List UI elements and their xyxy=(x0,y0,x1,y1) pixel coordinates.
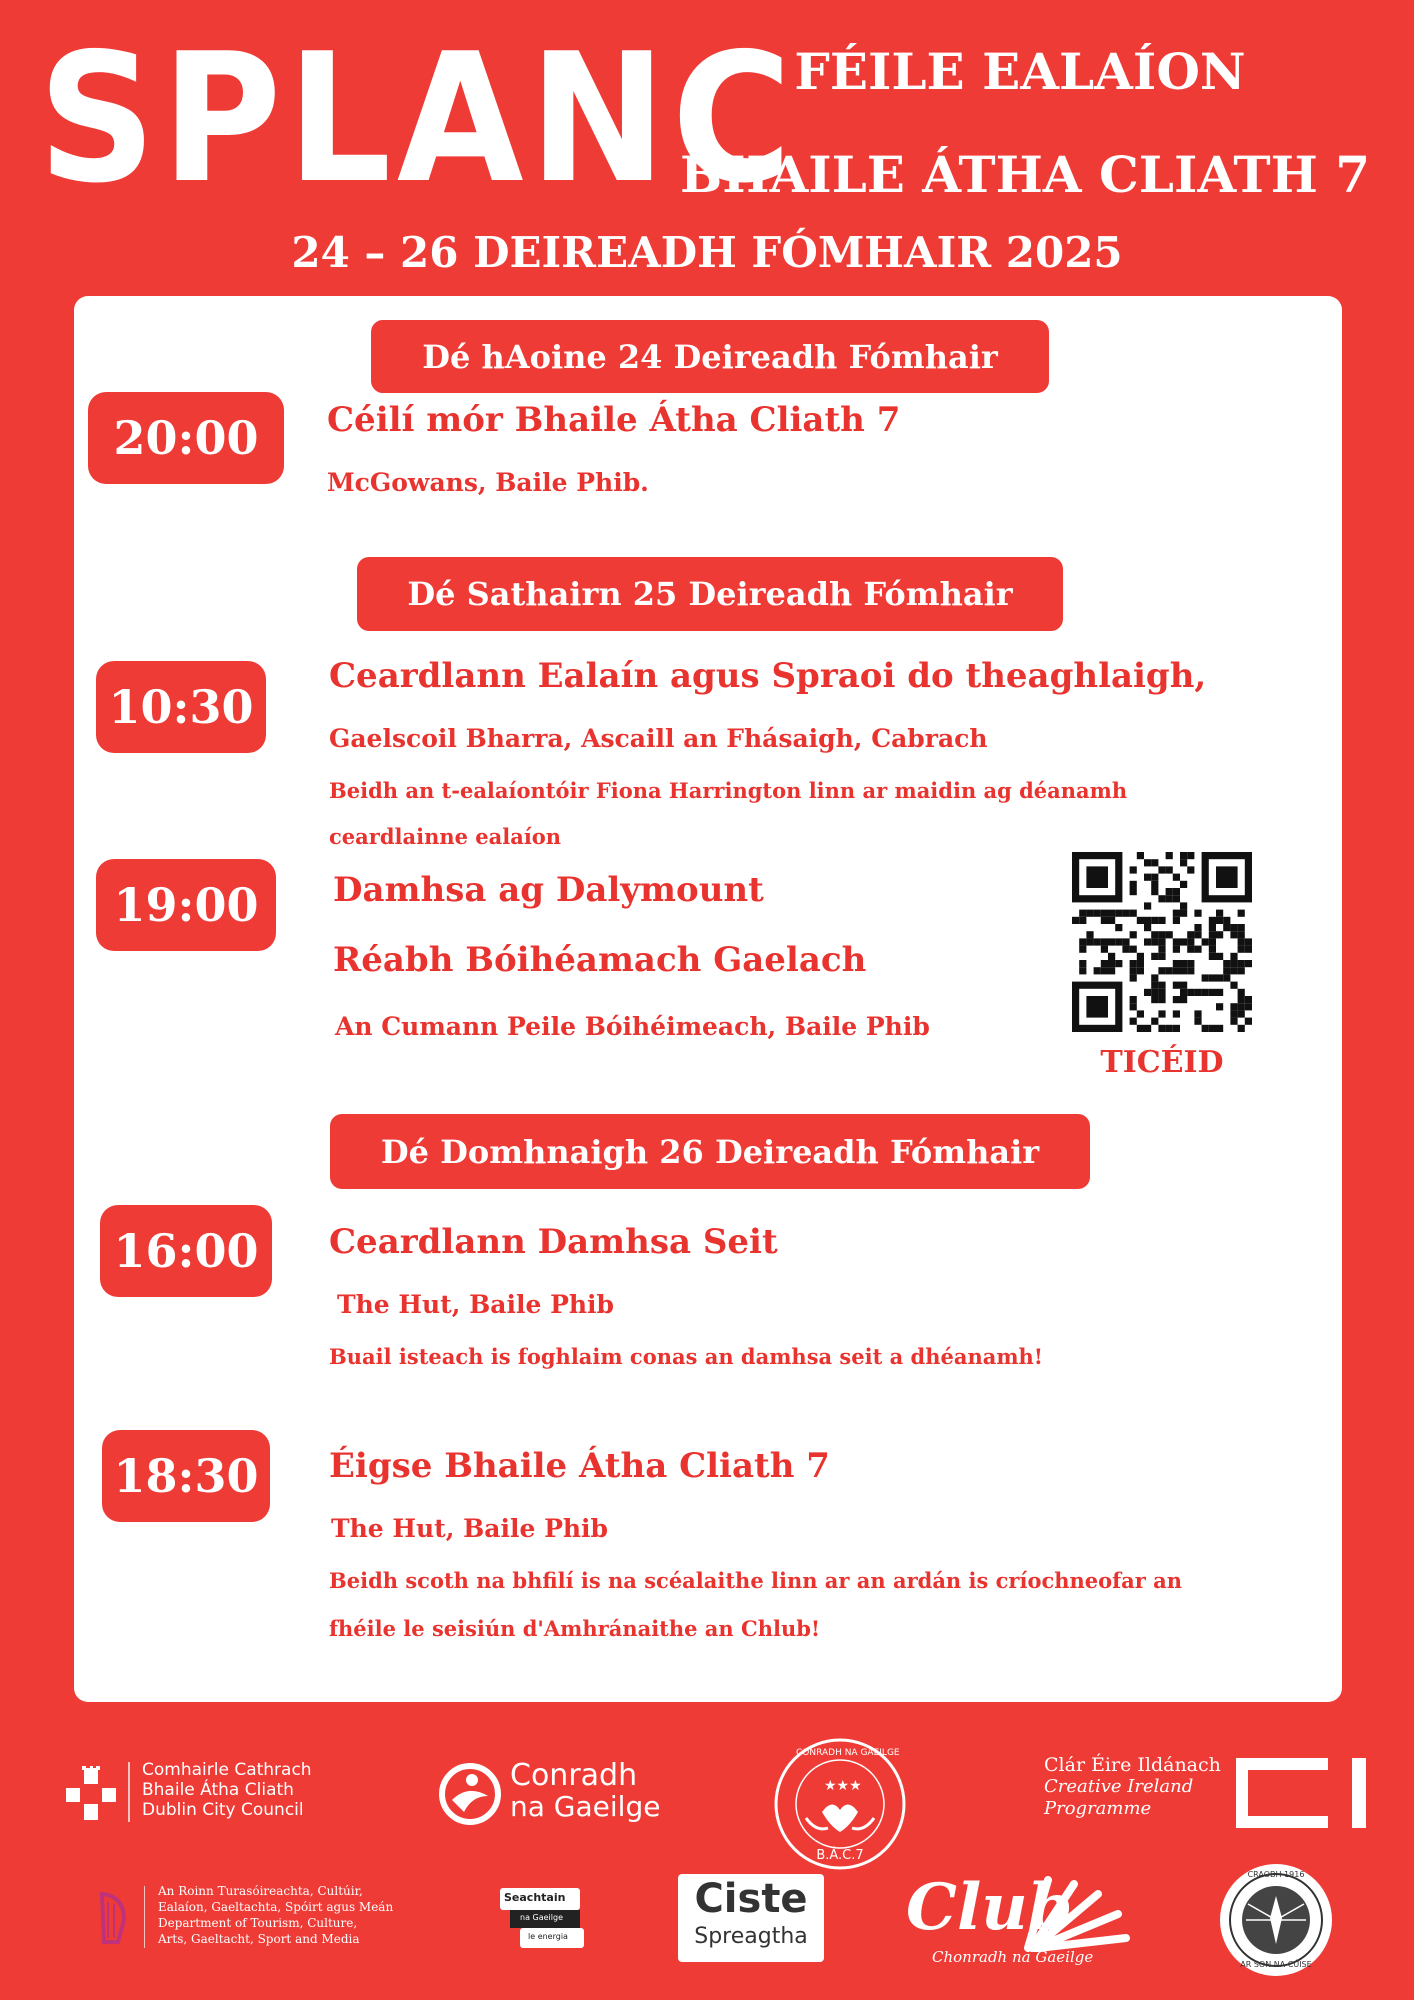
day-heading-friday: Dé hAoine 24 Deireadh Fómhair xyxy=(371,320,1049,393)
festival-name: SPLANC xyxy=(38,15,798,222)
logo-text: CONRADH NA GAEILGE xyxy=(796,1748,900,1758)
logo-text: Department of Tourism, Culture, xyxy=(158,1916,358,1930)
logo-text: B.Á.C.7 xyxy=(816,1848,864,1863)
logo-text: Arts, Gaeltacht, Sport and Media xyxy=(158,1932,360,1946)
event-description: Buail isteach is foghlaim conas an damhsa seit a dhéanamh! xyxy=(329,1344,1044,1369)
event-venue: The Hut, Baile Phib xyxy=(331,1514,609,1543)
dublin-city-council-logo xyxy=(64,1758,312,1828)
event-title: Céilí mór Bhaile Átha Cliath 7 xyxy=(327,400,901,440)
event-time: 10:30 xyxy=(96,661,266,753)
logo-text: Programme xyxy=(1044,1798,1152,1819)
tickets-label: TICÉID xyxy=(1100,1045,1224,1080)
festival-subtitle-line2: BHAILE ÁTHA CLIATH 7 xyxy=(679,145,1371,204)
divider xyxy=(128,1762,130,1822)
ticket-qr-code[interactable] xyxy=(1072,852,1252,1032)
ciste-spreagtha-logo xyxy=(678,1874,824,1962)
logo-text: Seachtain xyxy=(504,1891,566,1904)
event-title: Ceardlann Ealaín agus Spraoi do theaghlaigh, xyxy=(329,656,1207,696)
event-title: Damhsa ag Dalymount xyxy=(333,870,764,910)
castle-icon xyxy=(64,1766,120,1822)
creative-ireland-mark-icon xyxy=(1232,1754,1380,1832)
creative-ireland-logo xyxy=(1044,1754,1244,1824)
event-description: ceardlainne ealaíon xyxy=(329,824,562,849)
event-description: fhéile le seisiún d'Amhránaithe an Chlub! xyxy=(329,1616,821,1641)
club-chonradh-logo xyxy=(906,1870,1132,1970)
conradh-swirl-icon xyxy=(438,1762,502,1826)
logo-text: Spreagtha xyxy=(694,1924,808,1949)
divider xyxy=(144,1886,145,1948)
logo-text: le energia xyxy=(528,1932,568,1941)
craobh-1916-badge xyxy=(1218,1862,1334,1978)
event-venue: Gaelscoil Bharra, Ascaill an Fhásaigh, Cabrach xyxy=(329,724,988,753)
logo-text: na Gaeilge xyxy=(520,1913,563,1922)
svg-text:★★★: ★★★ xyxy=(824,1778,862,1794)
event-time: 18:30 xyxy=(102,1430,270,1522)
event-venue: McGowans, Baile Phib. xyxy=(327,468,649,497)
event-subtitle: Réabh Bóihéamach Gaelach xyxy=(333,940,867,980)
seachtain-na-gaeilge-logo xyxy=(500,1888,590,1950)
event-title: Ceardlann Damhsa Seit xyxy=(329,1222,778,1262)
day-heading-saturday: Dé Sathairn 25 Deireadh Fómhair xyxy=(357,557,1063,631)
logo-text: An Roinn Turasóireachta, Cultúir, xyxy=(158,1884,363,1898)
logo-text: Club xyxy=(906,1870,1073,1945)
harp-icon xyxy=(98,1890,128,1946)
day-heading-sunday: Dé Domhnaigh 26 Deireadh Fómhair xyxy=(330,1114,1090,1189)
conradh-na-gaeilge-logo xyxy=(438,1756,661,1826)
event-venue: The Hut, Baile Phib xyxy=(337,1290,615,1319)
conradh-bac7-badge xyxy=(772,1736,908,1872)
logo-text: Conradh xyxy=(510,1758,638,1793)
event-title: Éigse Bhaile Átha Cliath 7 xyxy=(329,1446,830,1486)
logo-text: AR SON NA CÚISE xyxy=(1240,1960,1312,1969)
logo-text: Ciste xyxy=(694,1876,808,1922)
logo-text: Chonradh na Gaeilge xyxy=(932,1948,1094,1966)
festival-dates: 24 – 26 DEIREADH FÓMHAIR 2025 xyxy=(291,228,1123,277)
logo-text: Creative Ireland xyxy=(1044,1776,1194,1797)
event-time: 19:00 xyxy=(96,859,276,951)
event-time: 20:00 xyxy=(88,392,284,484)
logo-text: na Gaeilge xyxy=(510,1790,661,1823)
logo-text: Bhaile Átha Cliath xyxy=(142,1780,294,1800)
logo-text: CRAOBH 1916 xyxy=(1247,1870,1305,1879)
festival-logo-title xyxy=(38,15,798,222)
logo-text: Comhairle Cathrach xyxy=(142,1760,312,1780)
department-logo xyxy=(98,1884,398,1954)
event-venue: An Cumann Peile Bóihéimeach, Baile Phib xyxy=(335,1012,930,1041)
event-time: 16:00 xyxy=(100,1205,272,1297)
logo-text: Ealaíon, Gaeltachta, Spóirt agus Meán xyxy=(158,1900,394,1914)
logo-text: Clár Éire Ildánach xyxy=(1044,1754,1221,1776)
festival-subtitle-line1: FÉILE EALAÍON xyxy=(794,42,1246,101)
event-description: Beidh an t-ealaíontóir Fiona Harrington linn ar maidin ag déanamh xyxy=(329,778,1128,803)
logo-text: Dublin City Council xyxy=(142,1800,304,1820)
event-description: Beidh scoth na bhfilí is na scéalaithe linn ar an ardán is críochneofar an xyxy=(329,1568,1183,1593)
